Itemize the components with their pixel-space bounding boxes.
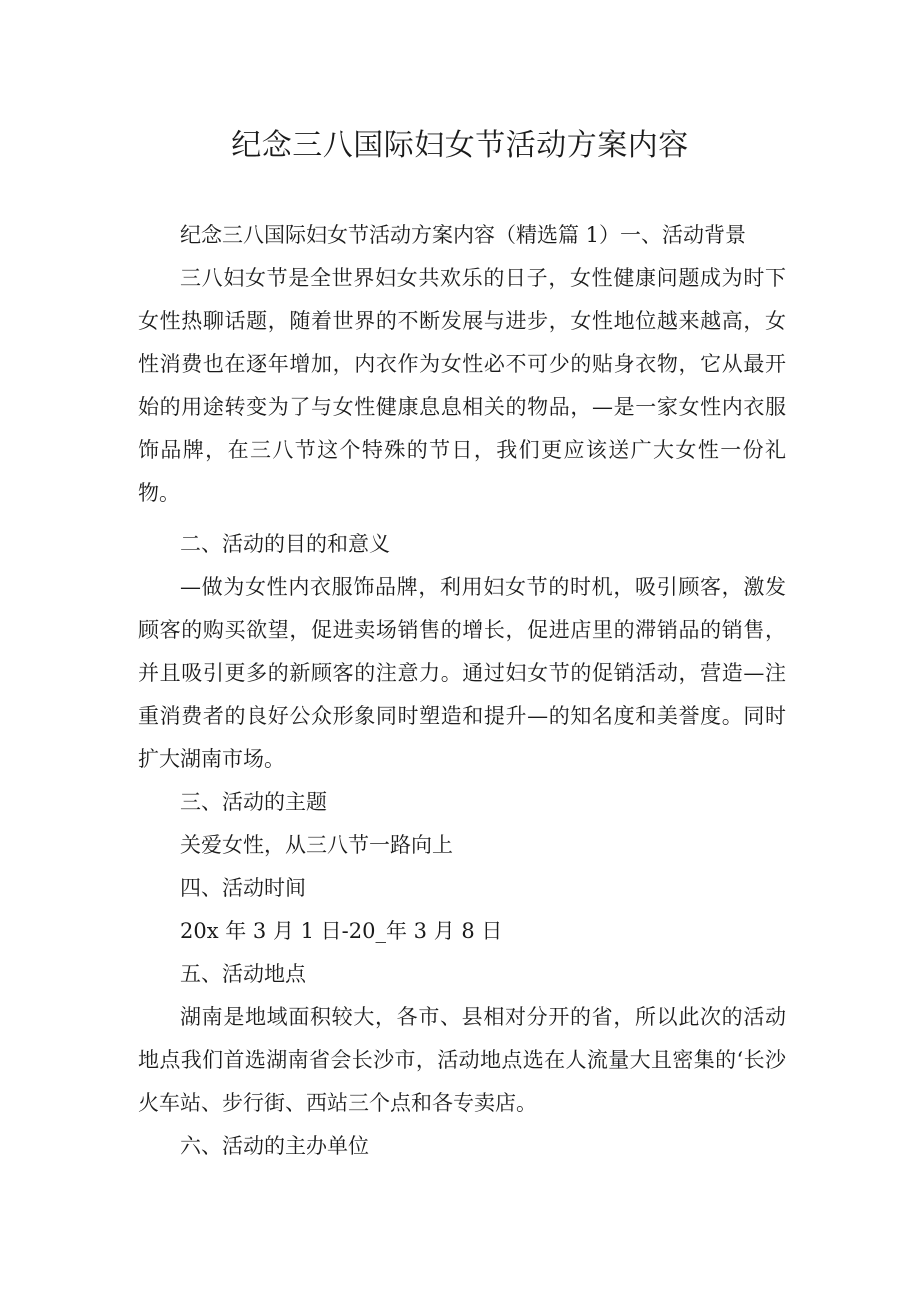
section-2-heading: 二、活动的目的和意义 xyxy=(180,532,390,556)
section-6-heading: 六、活动的主办单位 xyxy=(180,1134,369,1158)
background-paragraph: 三八妇女节是全世界妇女共欢乐的日子，女性健康问题成为时下女性热聊话题，随着世界的不断发展与进步，女性地位越来越高，女性消费也在逐年增加，内衣作为女性必不可少的贴身衣物，它从最开始的用途转变为了与女性健康息息相关的物品，—是一家女性内衣服饰品牌，在三八节这个特殊的节日，我们更应该送广大女性一份礼物。 xyxy=(138,266,786,505)
section-4-paragraph: 20x 年 3 月 1 日-20_年 3 月 8 日 xyxy=(180,919,503,943)
document-body xyxy=(138,214,786,1168)
section-3-heading: 三、活动的主题 xyxy=(180,790,327,814)
section-4-heading: 四、活动时间 xyxy=(180,876,306,900)
section-5-heading: 五、活动地点 xyxy=(180,962,306,986)
document-title: 纪念三八国际妇女节活动方案内容 xyxy=(231,128,689,163)
paragraph-spacer xyxy=(138,515,786,523)
section-5-paragraph: 湖南是地域面积较大，各市、县相对分开的省，所以此次的活动地点我们首选湖南省会长沙市，活动地点选在人流量大且密集的‘长沙火车站、步行街、西站三个点和各专卖店。 xyxy=(138,1005,786,1115)
section-3-paragraph: 关爱女性，从三八节一路向上 xyxy=(180,833,453,857)
intro-line: 纪念三八国际妇女节活动方案内容（精选篇 1）一、活动背景 xyxy=(180,223,747,247)
section-2-paragraph: —做为女性内衣服饰品牌，利用妇女节的时机，吸引顾客，激发顾客的购买欲望，促进卖场销售的增长，促进店里的滞销品的销售，并且吸引更多的新顾客的注意力。通过妇女节的促销活动，营造—注重消费者的良好公众形象同时塑造和提升—的知名度和美誉度。同时扩大湖南市场。 xyxy=(138,575,786,771)
